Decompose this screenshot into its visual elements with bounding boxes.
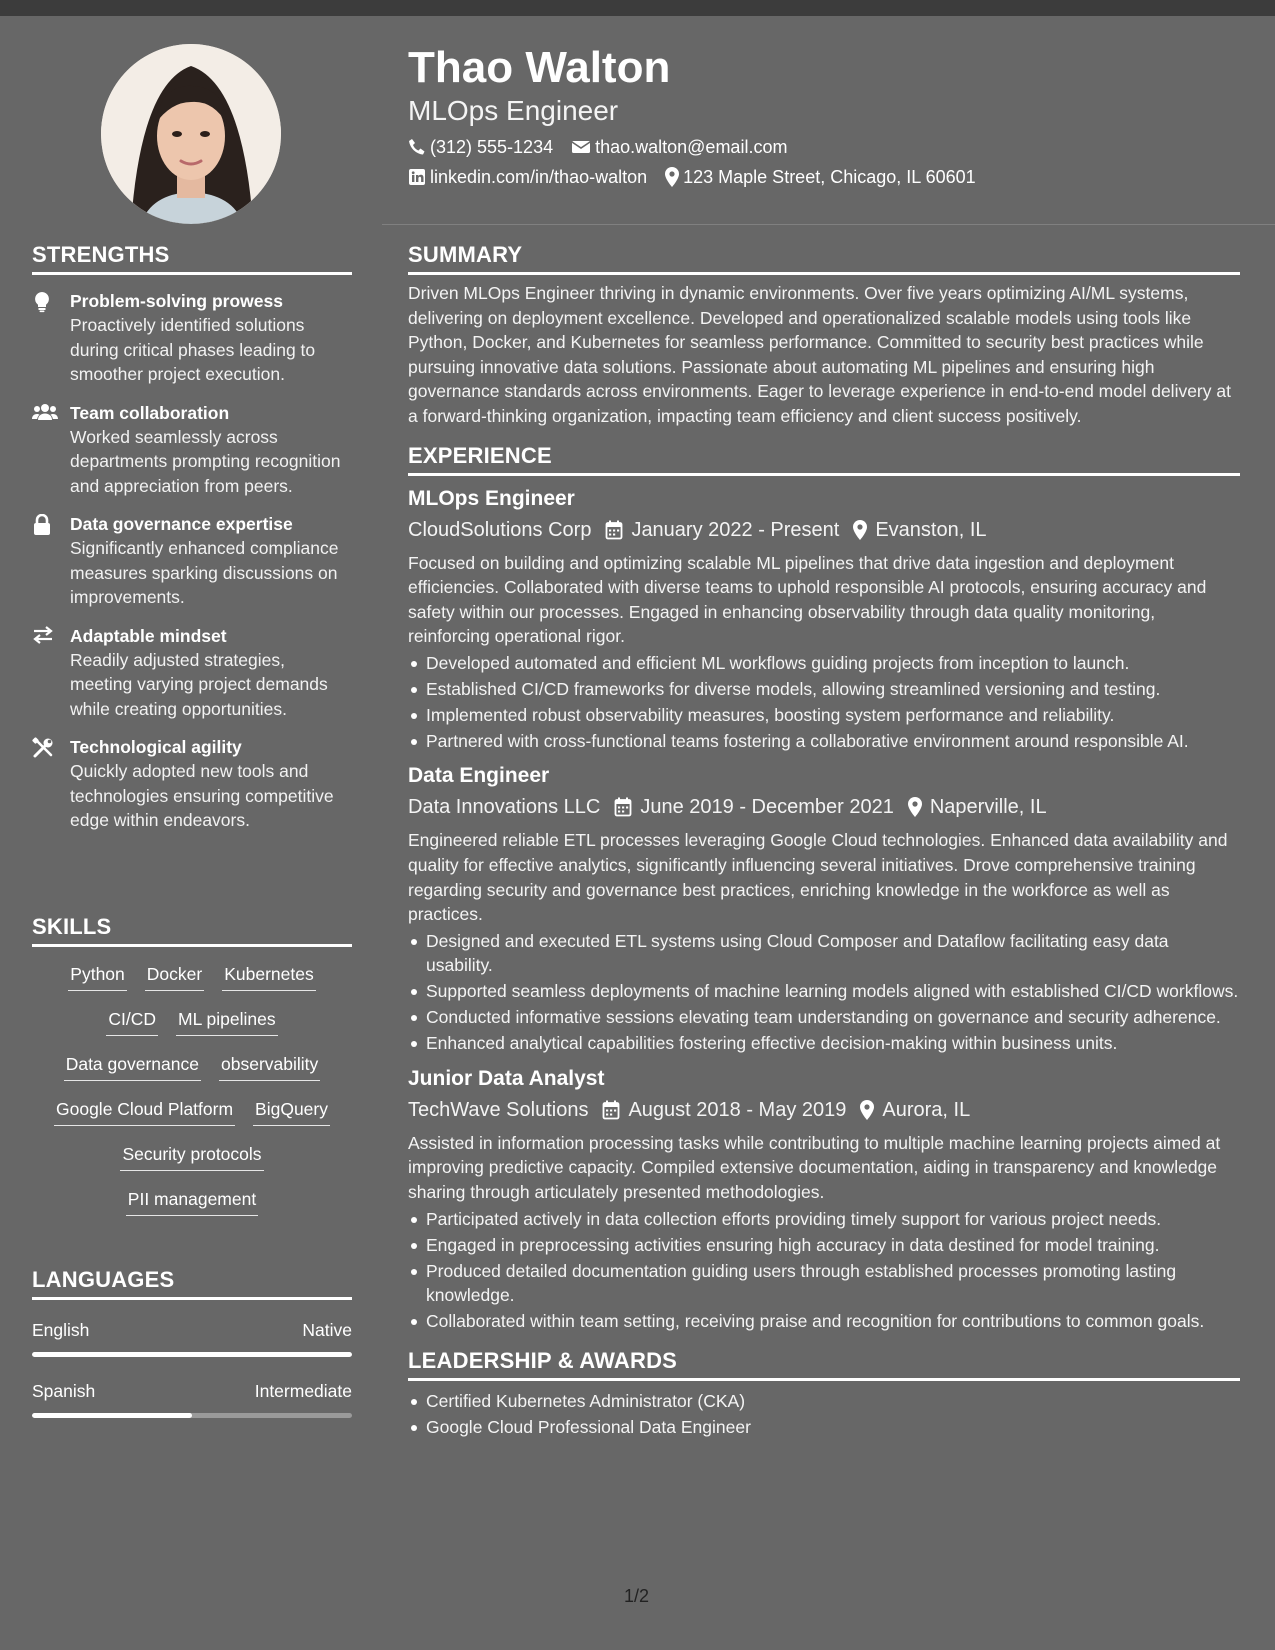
strength-description: Significantly enhanced compliance measures sparking discussions on improvements. — [70, 538, 339, 607]
skill-tag: BigQuery — [253, 1096, 330, 1126]
list-item: Designed and executed ETL systems using Cloud Composer and Dataflow facilitating easy data usability. — [408, 929, 1240, 978]
list-item: Produced detailed documentation guiding users through established processes promoting lasting knowledge. — [408, 1259, 1240, 1308]
resume-page — [0, 16, 1275, 1650]
job-description: Engineered reliable ETL processes leveraging Google Cloud technologies. Enhanced data availability and quality for effective analytics, significantly influencing several initiatives. Drove comprehensive training regarding security and governance best practices, enriching knowledge in the workforce as well as practices. — [408, 830, 1228, 925]
map-pin-icon — [853, 520, 867, 540]
list-item: Implemented robust observability measures, boosting system performance and reliability. — [408, 703, 1240, 728]
strength-description: Readily adjusted strategies, meeting varying project demands while creating opportunities. — [70, 649, 328, 719]
list-item: Enhanced analytical capabilities fostering effective decision-making within business units. — [408, 1031, 1240, 1056]
map-pin-icon — [665, 167, 679, 187]
calendar-icon — [614, 797, 632, 817]
strength-title: Problem-solving prowess — [70, 291, 283, 311]
exchange-icon — [32, 624, 70, 722]
job-title: Data Engineer — [408, 764, 550, 788]
address: 123 Maple Street, Chicago, IL 60601 — [683, 167, 976, 187]
job-location: Aurora, IL — [882, 1098, 971, 1121]
strengths-heading: STRENGTHS — [32, 242, 352, 275]
main-column — [408, 242, 1240, 1453]
language-proficiency-bar — [32, 1413, 352, 1418]
strength-title: Data governance expertise — [70, 514, 293, 534]
strength-item — [32, 624, 352, 722]
skill-tag: Python — [68, 961, 126, 991]
skill-tag: Data governance — [64, 1051, 201, 1081]
list-item: Established CI/CD frameworks for diverse models, allowing streamlined versioning and testing. — [408, 677, 1240, 702]
language-item — [32, 1318, 352, 1357]
strength-description: Worked seamlessly across departments prompting recognition and appreciation from peers. — [70, 426, 341, 496]
job-dates: June 2019 - December 2021 — [640, 796, 894, 819]
skill-row — [32, 1186, 352, 1231]
job-title: MLOps Engineer — [408, 486, 575, 510]
job-entry — [408, 484, 1240, 754]
skill-row — [32, 961, 352, 1006]
experience-section — [408, 443, 1240, 1334]
language-item — [32, 1379, 352, 1418]
email-address: thao.walton@email.com — [595, 137, 788, 157]
job-location: Evanston, IL — [875, 518, 987, 541]
skill-tag: Security protocols — [120, 1141, 263, 1171]
language-level: Native — [302, 1320, 352, 1340]
job-description: Assisted in information processing tasks while contributing to multiple machine learning projects aimed at improving predictive capacity. Compiled extensive documentation, aiding in transparency and knowledge sharing through articulately presented methodologies. — [408, 1132, 1221, 1202]
skill-tag: CI/CD — [106, 1006, 158, 1036]
candidate-role: MLOps Engineer — [408, 95, 619, 126]
skills-heading: SKILLS — [32, 914, 352, 947]
skill-row — [32, 1096, 352, 1141]
language-proficiency-bar — [32, 1352, 352, 1357]
phone-icon — [408, 138, 426, 156]
page-indicator: 1/2 — [624, 1586, 650, 1606]
list-item: Google Cloud Professional Data Engineer — [408, 1415, 1240, 1440]
job-entry — [408, 761, 1240, 1055]
list-item: Certified Kubernetes Administrator (CKA) — [408, 1389, 1240, 1414]
job-dates: January 2022 - Present — [631, 518, 840, 541]
resume-header — [408, 42, 1238, 190]
users-icon — [32, 401, 70, 499]
language-level: Intermediate — [254, 1381, 352, 1401]
summary-section — [408, 242, 1240, 429]
skills-section — [32, 914, 352, 1231]
candidate-name: Thao Walton — [408, 43, 671, 92]
list-item: Collaborated within team setting, receiving praise and recognition for contributions to common goals. — [408, 1309, 1240, 1334]
skill-row — [32, 1141, 352, 1186]
language-proficiency-fill — [32, 1413, 192, 1418]
lock-icon — [32, 512, 70, 610]
strength-item — [32, 289, 352, 387]
list-item: Partnered with cross-functional teams fostering a collaborative environment around responsible AI. — [408, 729, 1240, 754]
list-item: Participated actively in data collection efforts providing timely support for various project needs. — [408, 1207, 1240, 1232]
summary-heading: SUMMARY — [408, 242, 1240, 275]
language-name: Spanish — [32, 1381, 96, 1401]
experience-heading: EXPERIENCE — [408, 443, 1240, 476]
skill-tag: ML pipelines — [176, 1006, 278, 1036]
map-pin-icon — [860, 1100, 874, 1120]
list-item: Engaged in preprocessing activities ensuring high accuracy in data destined for model training. — [408, 1233, 1240, 1258]
job-dates: August 2018 - May 2019 — [628, 1098, 847, 1121]
profile-photo — [101, 44, 281, 224]
skill-tag: Google Cloud Platform — [54, 1096, 235, 1126]
strength-title: Team collaboration — [70, 402, 230, 423]
summary-text: Driven MLOps Engineer thriving in dynamic environments. Over five years optimizing AI/ML systems, delivering on deployment excellence. Developed and operationalized scalable models using tools like Python, Docker, and Kubernetes for seamless performance. Committed to security best practices while pursuing innovative data solutions. Passionate about automating ML pipelines and ensuring high governance standards across environments. Eager to leverage experience in end-to-end model delivery at a forward-thinking organization, impacting team efficiency and client success positively. — [408, 283, 1231, 426]
awards-list — [408, 1389, 1240, 1440]
calendar-icon — [605, 520, 623, 540]
strength-description: Proactively identified solutions during critical phases leading to smoother project execution. — [70, 315, 316, 384]
skill-tag: PII management — [126, 1186, 258, 1216]
contact-row — [408, 164, 1238, 190]
list-item: Supported seamless deployments of machine learning models aligned with established CI/CD workflows. — [408, 979, 1240, 1004]
skill-tag: Kubernetes — [222, 961, 316, 991]
skill-row — [32, 1051, 352, 1096]
strengths-section — [32, 242, 352, 833]
job-description: Focused on building and optimizing scalable ML pipelines that drive data ingestion and deployment efficiencies. Collaborated with diverse teams to uphold responsible AI protocols, ensuring accuracy and safety within our processes. Engaged in enhancing observability through data quality monitoring, reinforcing operational rigor. — [408, 552, 1207, 647]
language-proficiency-fill — [32, 1352, 352, 1357]
job-achievements — [408, 651, 1240, 754]
job-entry — [408, 1064, 1240, 1334]
job-title: Junior Data Analyst — [408, 1066, 605, 1090]
strength-item — [32, 512, 352, 610]
job-location: Naperville, IL — [929, 796, 1047, 819]
languages-heading: LANGUAGES — [32, 1267, 352, 1300]
phone-number: (312) 555-1234 — [430, 137, 554, 157]
language-name: English — [32, 1320, 90, 1340]
lightbulb-icon — [32, 289, 70, 387]
map-pin-icon — [908, 797, 922, 817]
list-item: Developed automated and efficient ML workflows guiding projects from inception to launch. — [408, 651, 1240, 676]
skill-tag: observability — [219, 1051, 320, 1081]
header-divider — [382, 224, 1275, 225]
awards-section — [408, 1348, 1240, 1440]
company-name: TechWave Solutions — [408, 1098, 589, 1121]
strength-description: Quickly adopted new tools and technologies ensuring competitive edge within endeavors. — [70, 761, 334, 830]
linkedin-icon — [408, 168, 426, 186]
awards-heading: LEADERSHIP & AWARDS — [408, 1348, 1240, 1381]
strength-title: Technological agility — [70, 737, 242, 757]
company-name: CloudSolutions Corp — [408, 518, 592, 541]
tools-icon — [32, 735, 70, 833]
languages-section — [32, 1267, 352, 1418]
list-item: Conducted informative sessions elevating team understanding on governance and security adherence. — [408, 1005, 1240, 1030]
contact-row — [408, 134, 1238, 160]
job-achievements — [408, 1207, 1240, 1334]
calendar-icon — [602, 1100, 620, 1120]
strength-title: Adaptable mindset — [70, 625, 227, 646]
company-name: Data Innovations LLC — [408, 796, 601, 819]
skill-tag: Docker — [145, 961, 204, 991]
strength-item — [32, 401, 352, 499]
strength-item — [32, 735, 352, 833]
skill-row — [32, 1006, 352, 1051]
top-bar — [0, 0, 1275, 16]
linkedin-url: linkedin.com/in/thao-walton — [430, 167, 648, 187]
envelope-icon — [571, 139, 591, 155]
job-achievements — [408, 929, 1240, 1056]
